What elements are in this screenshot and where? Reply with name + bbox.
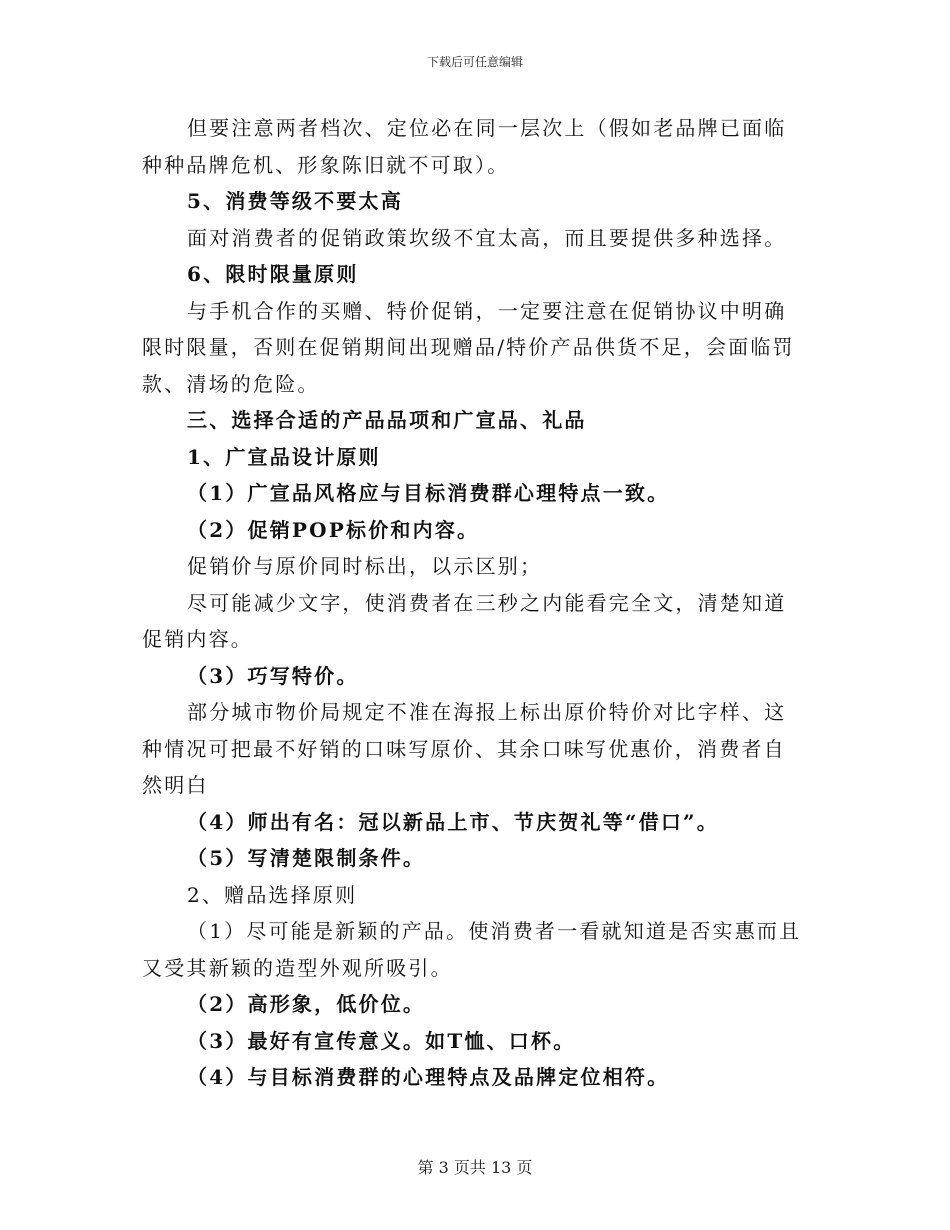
paragraph: 部分城市物价局规定不准在海报上标出原价特价对比字样、这种情况可把最不好销的口味写原价、其余口味写优惠价，消费者自然明白	[142, 700, 787, 797]
paragraph: 尽可能减少文字，使消费者在三秒之内能看完全文，清楚知道促销内容。	[142, 590, 787, 651]
paragraph: 与手机合作的买赠、特价促销，一定要注意在促销协议中明确限时限量，否则在促销期间出现赠品/特价产品供货不足，会面临罚款、清场的危险。	[142, 298, 795, 396]
list-item: （4）师出有名：冠以新品上市、节庆贺礼等“借口”。	[187, 809, 719, 834]
paragraph: 促销价与原价同时标出，以示区别；	[187, 554, 543, 578]
list-item: （3）巧写特价。	[187, 663, 359, 688]
section-heading: 5、消费等级不要太高	[187, 189, 403, 213]
list-item: （4）与目标消费群的心理特点及品牌定位相符。	[187, 1065, 670, 1089]
page-footer: 第 3 页共 13 页	[417, 1158, 533, 1177]
paragraph: 面对消费者的促销政策坎级不宜太高，而且要提供多种选择。	[187, 225, 787, 250]
section-heading: 1、广宣品设计原则	[187, 444, 381, 469]
chapter-heading: 三、选择合适的产品品项和广宣品、礼品	[187, 408, 587, 432]
paragraph: 但要注意两者档次、定位必在同一层次上（假如老品牌已面临种种品牌危机、形象陈旧就不可取）。	[142, 116, 787, 177]
document-body	[142, 110, 807, 1096]
list-item: （1）广宣品风格应与目标消费群心理特点一致。	[187, 481, 670, 505]
section-heading: 6、限时限量原则	[187, 262, 359, 286]
list-item: （2）促销POP标价和内容。	[187, 517, 480, 542]
paragraph: （1）尽可能是新颖的产品。使消费者一看就知道是否实惠而且又受其新颖的造型外观所吸引。	[142, 919, 802, 980]
list-item: （2）高形象，低价位。	[187, 992, 426, 1016]
list-item: （5）写清楚限制条件。	[187, 846, 426, 870]
page-header: 下载后可任意编辑	[426, 55, 523, 69]
section-heading: 2、赠品选择原则	[187, 882, 358, 907]
list-item: （3）最好有宣传意义。如T恤、口杯。	[187, 1028, 576, 1053]
